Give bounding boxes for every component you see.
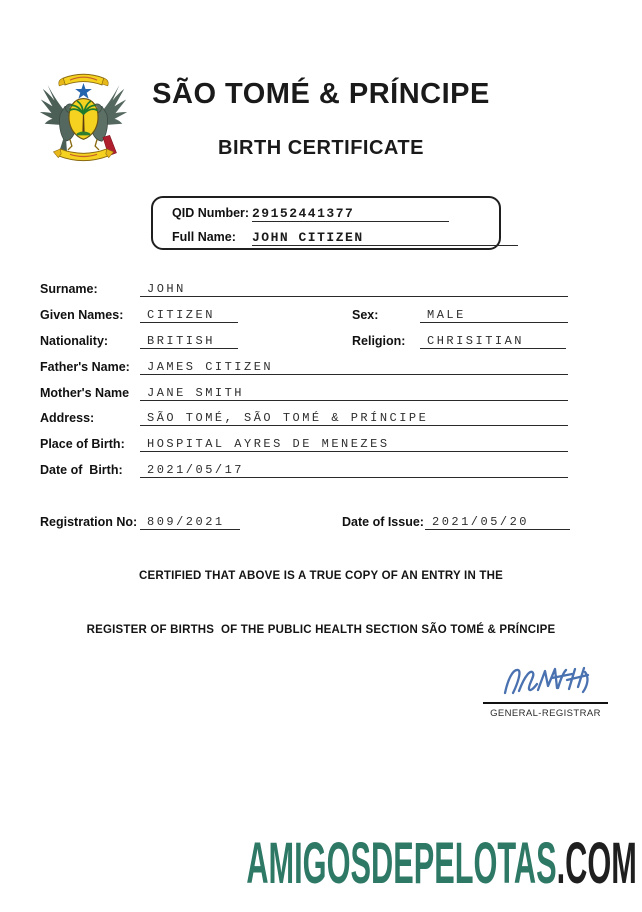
date-of-birth-label: Date of Birth: [40, 463, 123, 477]
full-name-value: JOHN CITIZEN [252, 230, 518, 246]
signature-line [483, 702, 608, 704]
given-names-value: CITIZEN [140, 308, 238, 323]
field-row-registration [0, 515, 642, 531]
date-of-issue-label: Date of Issue: [342, 515, 424, 529]
qid-number-label: QID Number: [172, 206, 250, 220]
fathers-name-label: Father's Name: [40, 360, 130, 374]
address-label: Address: [40, 411, 95, 425]
place-of-birth-label: Place of Birth: [40, 437, 125, 451]
certification-line-2: REGISTER OF BIRTHS OF THE PUBLIC HEALTH SECTION SÃO TOMÉ & PRÍNCIPE [86, 624, 556, 636]
registrar-role-label: GENERAL-REGISTRAR [490, 708, 601, 719]
country-title: SÃO TOMÉ & PRÍNCIPE [152, 78, 490, 110]
registration-no-value: 809/2021 [140, 515, 240, 530]
field-row-address [0, 411, 642, 427]
registration-no-label: Registration No: [40, 515, 138, 529]
religion-label: Religion: [352, 334, 406, 348]
field-row-fathers-name [0, 360, 642, 376]
watermark-name: AMIGOSDEPELOTAS [246, 831, 557, 896]
field-row-surname [0, 282, 642, 298]
watermark-tld: .COM [556, 831, 637, 896]
address-value: SÃO TOMÉ, SÃO TOMÉ & PRÍNCIPE [140, 411, 568, 426]
field-row-place-of-birth [0, 437, 642, 453]
sex-label: Sex: [352, 308, 379, 322]
surname-value: JOHN [140, 282, 568, 297]
religion-value: CHRISITIAN [420, 334, 566, 349]
field-row-given-names-sex [0, 308, 642, 324]
nationality-value: BRITISH [140, 334, 238, 349]
field-row-mothers-name [0, 386, 642, 402]
watermark [246, 831, 637, 896]
id-summary-box [151, 196, 501, 250]
field-row-date-of-birth [0, 463, 642, 479]
mothers-name-value: JANE SMITH [140, 386, 568, 401]
place-of-birth-value: HOSPITAL AYRES DE MENEZES [140, 437, 568, 452]
document-title: BIRTH CERTIFICATE [218, 137, 424, 159]
nationality-label: Nationality: [40, 334, 109, 348]
given-names-label: Given Names: [40, 308, 124, 322]
date-of-birth-value: 2021/05/17 [140, 463, 568, 478]
registrar-signature [498, 661, 602, 703]
certification-line-1: CERTIFIED THAT ABOVE IS A TRUE COPY OF AN ENTRY IN THE [139, 570, 503, 582]
mothers-name-label: Mother's Name [40, 386, 130, 400]
field-row-nationality-religion [0, 334, 642, 350]
date-of-issue-value: 2021/05/20 [425, 515, 570, 530]
full-name-label: Full Name: [172, 230, 236, 244]
surname-label: Surname: [40, 282, 98, 296]
fathers-name-value: JAMES CITIZEN [140, 360, 568, 375]
sex-value: MALE [420, 308, 568, 323]
qid-number-value: 29152441377 [252, 206, 449, 222]
